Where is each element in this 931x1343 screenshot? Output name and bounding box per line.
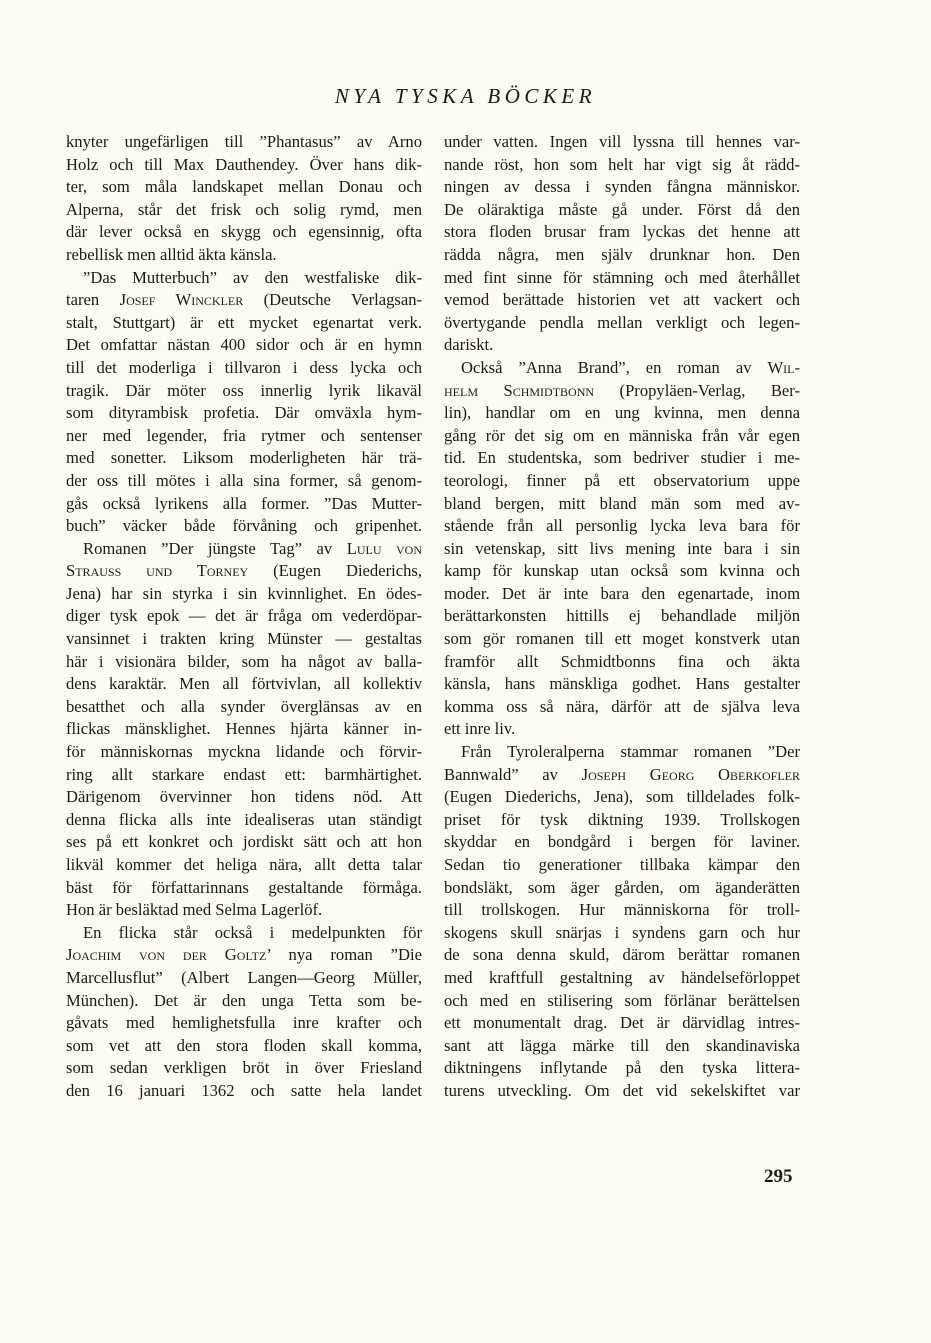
text-line: med sonetter. Liksom moderligheten här trä-	[66, 448, 422, 468]
text-line: ”Das Mutterbuch” av den westfaliske dik-	[83, 267, 422, 287]
text-line: ningen av dessa i synden fångna människor.	[444, 177, 800, 197]
text-line: stående från all personlig lycka leva bara för	[444, 516, 800, 536]
text-line: skyddar en bondgård i bergen för laviner.	[444, 832, 800, 852]
text-line: En flicka står också i medelpunkten för	[83, 922, 422, 942]
text-line: där lever också en skygg och egensinnig, ofta	[66, 222, 422, 242]
text-line: dens karaktär. Men all förtvivlan, all kollektiv	[66, 674, 422, 694]
text-line: Sedan tio generationer tillbaka kämpar den	[444, 855, 800, 874]
text-line: (Eugen Diederichs, Jena), som tilldelades folk-	[444, 787, 800, 807]
author-name: Wil-	[767, 357, 800, 377]
text-line: gåvats med hemlighetsfulla inre krafter och	[66, 1013, 422, 1033]
text-line: som gör romanen till ett moget konstverk utan	[444, 629, 800, 649]
text-line: ner med legender, fria rytmer och sentenser	[66, 425, 422, 445]
author-name: Josef Winckler	[119, 290, 244, 310]
text-line: Marcellusflut” (Albert Langen—Georg Müller,	[66, 967, 422, 987]
text-line: berättarkonsten hittills ej behandlade miljön	[444, 606, 800, 626]
text-line: Holz och till Max Dauthendey. Över hans dik-	[66, 154, 422, 174]
text-line: ses på ett konkret och jordiskt sätt och att hon	[66, 832, 422, 852]
text-line: diktningens inflytande på den tyska littera-	[444, 1058, 800, 1078]
text-line: skogens skull snärjas i syndens garn och hur	[444, 922, 800, 942]
text-line: Alperna, står det frisk och solig rymd, men	[66, 199, 422, 219]
text-line: rädda några, men själv drunknar hon. Den	[444, 244, 800, 264]
author-name: helm Schmidtbonn	[444, 380, 595, 400]
text-line: för människornas myckna lidande och förvir-	[66, 742, 422, 762]
page-number: 295	[764, 1166, 793, 1187]
text-line: ett monumentalt drag. Det är därvidlag intres-	[444, 1013, 800, 1033]
author-name: Strauss und Torney	[66, 561, 249, 581]
text-line: nande röst, hon som helt har vigt sig åt rädd-	[444, 154, 800, 174]
text-line: Hon är besläktad med Selma Lagerlöf.	[66, 900, 323, 920]
text-line: stora floden brusar fram lyckas det henne att	[444, 222, 800, 242]
text-line: flickas mänsklighet. Hennes hjärta känner in-	[66, 719, 422, 739]
text-line: Därigenom övervinner hon tidens nöd. Att	[66, 787, 422, 807]
text-line: Strauss und Torney (Eugen Diederichs,	[66, 561, 422, 581]
text-line: Från Tyroleralperna stammar romanen ”Der	[461, 742, 800, 762]
text-line: teorologi, finner på ett observatorium uppe	[444, 470, 800, 490]
left-text-column	[66, 131, 422, 1103]
text-line: vansinnet i trakten kring Münster — gestaltas	[66, 629, 422, 649]
text-line: Det omfattar nästan 400 sidor och är en hymn	[66, 335, 422, 355]
text-line: de sona denna skuld, därom berättar romanen	[444, 945, 800, 965]
text-line: med fint sinne för stämning och med återhållet	[444, 267, 800, 287]
text-line: som dityrambisk profetia. Där omväxla hym-	[66, 403, 422, 423]
text-line: bland bergen, mitt bland män som med av-	[444, 493, 800, 513]
text-line: framför allt Schmidtbonns fina och äkta	[444, 651, 800, 671]
text-line: tragik. Där möter oss innerlig lyrik likaväl	[66, 380, 422, 400]
text-line: kamp för kunskap utan också som kvinna och	[444, 561, 800, 581]
text-line: vemod berättade historien vet att vackert och	[444, 290, 800, 310]
text-line: diger tysk epok — det är fråga om vederdöpar-	[66, 606, 422, 626]
text-line: ring allt starkare endast ett: barmhärtighet.	[66, 764, 422, 784]
text-line: helm Schmidtbonn (Propyläen-Verlag, Ber-	[444, 380, 800, 400]
text-line: taren Josef Winckler (Deutsche Verlagsan-	[66, 290, 423, 310]
text-line: med kraftfull gestaltning av händelseförloppet	[444, 967, 800, 987]
text-line: som vet att den stora floden skall komma,	[66, 1035, 422, 1055]
text-line: till trollskogen. Hur människorna för troll-	[444, 900, 800, 920]
text-line: Bannwald” av Joseph Georg Oberkofler	[444, 764, 801, 784]
text-line: rebellisk men alltid äkta känsla.	[66, 244, 277, 264]
text-line: buch” väcker både förvåning och gripenhet.	[66, 516, 422, 536]
text-line: Romanen ”Der jüngste Tag” av Lulu von	[83, 538, 422, 558]
text-line: likväl kommer det heliga nära, allt detta talar	[66, 855, 422, 874]
text-line: till det moderliga i tillvaron i dess lycka och	[66, 357, 422, 377]
text-line: övertygande pendla mellan verkligt och legen-	[444, 312, 800, 332]
right-text-column	[444, 131, 800, 1103]
author-name: Joachim von der Goltz	[66, 945, 267, 965]
text-line: ett inre liv.	[444, 719, 516, 739]
text-line: som sedan verkligen bröt in över Friesland	[66, 1058, 422, 1078]
text-line: ter, som måla landskapet mellan Donau och	[66, 177, 422, 197]
text-line: Också ”Anna Brand”, en roman av Wil-	[461, 357, 800, 377]
text-line: här i visionära bilder, som ha något av balla-	[66, 651, 422, 671]
text-line: sant att lägga märke till den skandinaviska	[444, 1035, 800, 1055]
author-name: Lulu von	[346, 538, 422, 558]
text-line: besatthet och alla synder överglänsas av en	[66, 696, 422, 716]
text-line: priset för tysk diktning 1939. Trollskogen	[444, 809, 800, 829]
text-line: turens utveckling. Om det vid sekelskiftet var	[444, 1080, 800, 1100]
text-line: komma oss så nära, därför att de själva leva	[444, 696, 800, 716]
text-line: under vatten. Ingen vill lyssna till hennes var-	[444, 132, 800, 151]
text-line: der oss till mötes i alla sina former, så genom-	[66, 470, 422, 490]
text-line: sin vetenskap, sitt livs mening inte bara i sin	[444, 538, 800, 558]
author-name: Joseph Georg Oberkofler	[581, 764, 801, 784]
text-line: dariskt.	[444, 335, 494, 355]
text-line: De oläraktiga måste gå under. Först då den	[444, 199, 800, 219]
text-line: denna flicka alls inte idealiseras utan ständigt	[66, 809, 422, 829]
text-line: tid. En studentska, som bedriver studier i me-	[444, 448, 800, 468]
text-line: moder. Det är inte bara den egenartade, inom	[444, 583, 800, 603]
text-line: bondsläkt, som äger gården, om äganderätten	[444, 877, 800, 897]
text-line: gång rör det sig om en människa från vår egen	[444, 425, 800, 445]
text-line: den 16 januari 1362 och satte hela landet	[66, 1080, 422, 1100]
text-line: Jena) har sin styrka i sin kvinnlighet. En ödes-	[66, 583, 422, 603]
text-line: Joachim von der Goltz’ nya roman ”Die	[66, 945, 422, 965]
text-line: och med en stilisering som förlänar berättelsen	[444, 990, 800, 1010]
text-line: knyter ungefärligen till ”Phantasus” av Arno	[66, 132, 422, 151]
text-line: gås också lyrikens alla former. ”Das Mutter-	[66, 493, 422, 513]
text-line: känsla, hans mänskliga godhet. Hans gestalter	[444, 674, 800, 694]
running-head-title: NYA TYSKA BÖCKER	[334, 84, 597, 108]
text-line: lin), handlar om en ung kvinna, men denna	[444, 403, 800, 423]
text-line: München). Det är den unga Tetta som be-	[66, 990, 422, 1010]
text-line: stalt, Stuttgart) är ett mycket egenartat verk.	[66, 312, 422, 332]
text-line: bäst för författarinnans gestaltande förmåga.	[66, 877, 422, 897]
